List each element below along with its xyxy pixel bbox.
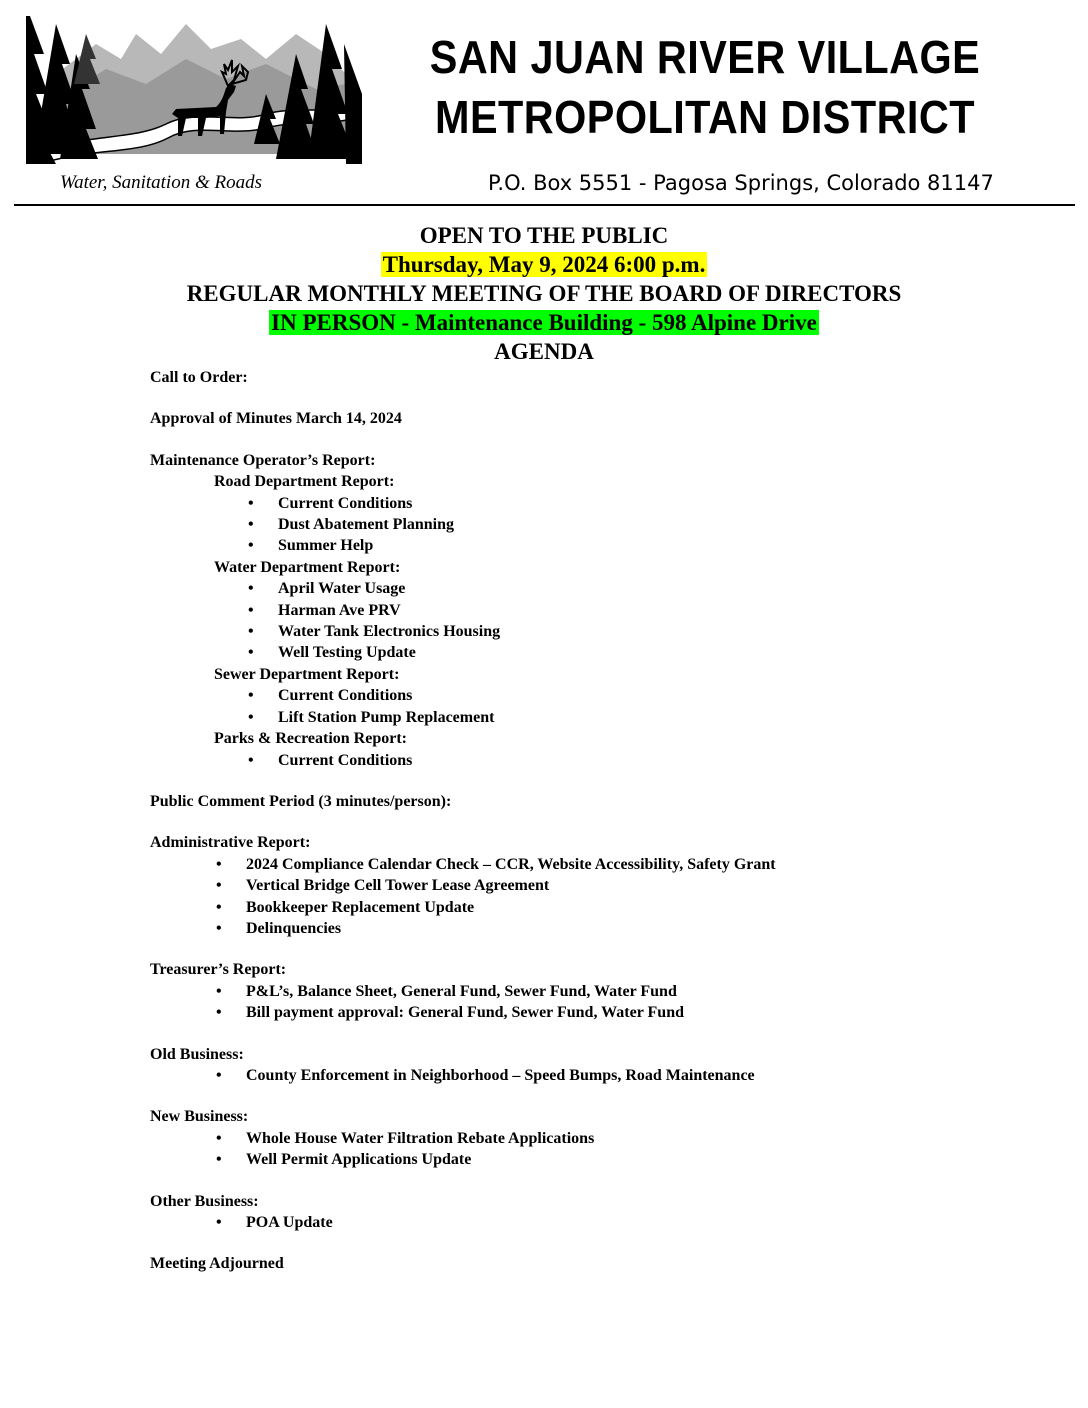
new-business-title: New Business:: [150, 1108, 249, 1126]
list-item: • P&L’s, Balance Sheet, General Fund, Sewer Fund, Water Fund: [150, 981, 1050, 1002]
maintenance-report-title: Maintenance Operator’s Report:: [150, 451, 376, 469]
list-item: • Well Testing Update: [150, 642, 1050, 663]
meeting-type-heading: [0, 280, 1088, 308]
list-item: • Dust Abatement Planning: [150, 514, 1050, 535]
tagline: Water, Sanitation & Roads: [60, 172, 262, 193]
list-item: • Current Conditions: [150, 493, 1050, 514]
treasurer-report-title: Treasurer’s Report:: [150, 961, 287, 979]
meeting-date: Thursday, May 9, 2024 6:00 p.m.: [382, 252, 706, 277]
list-item: • Delinquencies: [150, 918, 1050, 939]
location-heading: [0, 309, 1088, 337]
list-item: • Whole House Water Filtration Rebate Applications: [150, 1128, 1050, 1149]
list-item: • POA Update: [150, 1212, 1050, 1233]
administrative-report-title: Administrative Report:: [150, 834, 311, 852]
list-item: • Current Conditions: [150, 685, 1050, 706]
parks-items: [150, 750, 1050, 771]
mountain-elk-logo-icon: [26, 14, 362, 164]
list-item: • Current Conditions: [150, 750, 1050, 771]
header-divider: [14, 204, 1075, 206]
meeting-adjourned: Meeting Adjourned: [150, 1255, 284, 1273]
organization-title: [380, 31, 1030, 143]
meeting-location: IN PERSON - Maintenance Building - 598 Alpine Drive: [271, 310, 817, 335]
public-comment: Public Comment Period (3 minutes/person):: [150, 792, 452, 810]
list-item: • Water Tank Electronics Housing: [150, 621, 1050, 642]
list-item: • April Water Usage: [150, 578, 1050, 599]
other-business-title: Other Business:: [150, 1192, 259, 1210]
old-business-items: [150, 1065, 1050, 1086]
new-business-items: [150, 1128, 1050, 1171]
agenda-list: [150, 367, 1050, 1275]
old-business-title: Old Business:: [150, 1045, 244, 1063]
sewer-items: [150, 685, 1050, 728]
list-item: • Bookkeeper Replacement Update: [150, 897, 1050, 918]
treasurer-items: [150, 981, 1050, 1024]
list-item: • Well Permit Applications Update: [150, 1149, 1050, 1170]
water-department-title: Water Department Report:: [214, 558, 401, 576]
list-item: • Summer Help: [150, 535, 1050, 556]
list-item: • Harman Ave PRV: [150, 600, 1050, 621]
approval-of-minutes: Approval of Minutes March 14, 2024: [150, 410, 402, 428]
sewer-department-title: Sewer Department Report:: [214, 665, 400, 683]
title-line-1: SAN JUAN RIVER VILLAGE: [429, 31, 981, 83]
open-to-public-text: OPEN TO THE PUBLIC: [419, 223, 669, 248]
meeting-type: REGULAR MONTHLY MEETING OF THE BOARD OF DIRECTORS: [186, 281, 902, 306]
meeting-date-heading: [0, 251, 1088, 279]
list-item: • Lift Station Pump Replacement: [150, 707, 1050, 728]
list-item: • Vertical Bridge Cell Tower Lease Agreement: [150, 875, 1050, 896]
list-item: • Bill payment approval: General Fund, Sewer Fund, Water Fund: [150, 1002, 1050, 1023]
other-business-items: [150, 1212, 1050, 1233]
agenda-title: AGENDA: [494, 339, 594, 364]
water-items: [150, 578, 1050, 664]
address: P.O. Box 5551 - Pagosa Springs, Colorado 81147: [488, 171, 994, 195]
administrative-items: [150, 854, 1050, 940]
parks-recreation-title: Parks & Recreation Report:: [214, 730, 407, 748]
open-to-public-heading: [0, 222, 1088, 250]
road-items: [150, 493, 1050, 557]
road-department-title: Road Department Report:: [214, 473, 395, 491]
call-to-order: Call to Order:: [150, 369, 248, 386]
list-item: • 2024 Compliance Calendar Check – CCR, Website Accessibility, Safety Grant: [150, 854, 1050, 875]
list-item: • County Enforcement in Neighborhood – Speed Bumps, Road Maintenance: [150, 1065, 1050, 1086]
title-line-2: METROPOLITAN DISTRICT: [435, 91, 975, 143]
agenda-heading: [0, 338, 1088, 366]
